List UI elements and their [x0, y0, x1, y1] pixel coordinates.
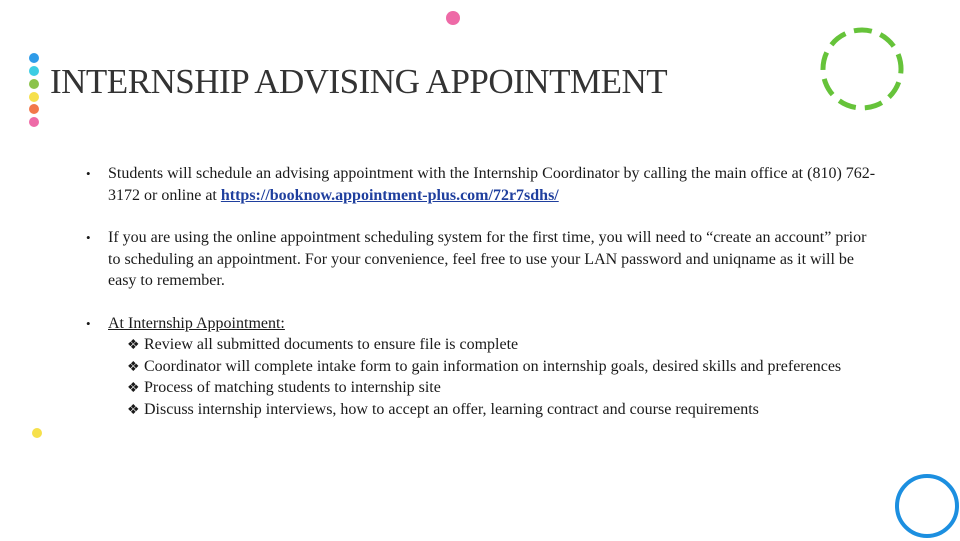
schedule-text: Students will schedule an advising appointment with the Internship Coordinator by calling the main office at (810) 762-3172 or online at: [108, 165, 876, 204]
slide-content: [86, 163, 876, 420]
list-item: [108, 399, 876, 421]
subitem-text: Discuss internship interviews, how to accept an offer, learning contract and course requirements: [144, 400, 759, 418]
bullet-dot-icon: •: [86, 230, 91, 245]
diamond-bullet-icon: ❖: [127, 338, 140, 353]
bullet-item-appointment: [86, 313, 876, 421]
decorative-dot-yellow-bottom: [32, 428, 42, 438]
decorative-dot-orange: [29, 104, 39, 114]
decorative-dot-cyan: [29, 66, 39, 76]
account-text: If you are using the online appointment scheduling system for the first time, you will need to “create an account” prior to scheduling an appointment. For your convenience, feel free to use your LAN password and uniqname as it will be easy to remember.: [108, 229, 867, 289]
list-item: [108, 356, 876, 378]
decorative-dot-blue: [29, 53, 39, 63]
list-item: [108, 377, 876, 399]
subitem-text: Review all submitted documents to ensure file is complete: [144, 336, 519, 353]
bullet-dot-icon: •: [86, 166, 91, 181]
decorative-dashed-ring-green: [817, 24, 907, 114]
bullet-dot-icon: •: [86, 315, 91, 331]
list-item: [108, 334, 876, 356]
decorative-ring-blue: [894, 471, 960, 541]
decorative-dot-pink: [29, 117, 39, 127]
subitem-text: Process of matching students to internship site: [144, 379, 441, 396]
decorative-dot-yellow: [29, 92, 39, 102]
decorative-dot-green: [29, 79, 39, 89]
booking-link[interactable]: https://booknow.appointment-plus.com/72r7sdhs/: [220, 186, 559, 204]
page-title: INTERNSHIP ADVISING APPOINTMENT: [50, 62, 668, 101]
subitem-text: Coordinator will complete intake form to gain information on internship goals, desired skills and preferences: [144, 357, 842, 375]
diamond-bullet-icon: ❖: [127, 402, 140, 418]
diamond-bullet-icon: ❖: [127, 381, 140, 396]
diamond-bullet-icon: ❖: [127, 359, 140, 375]
bullet-item-schedule: [86, 163, 876, 206]
appointment-subitems: [108, 334, 876, 420]
bullet-item-account: [86, 227, 876, 292]
decorative-dot-pink-top: [446, 11, 460, 25]
appointment-heading: At Internship Appointment:: [108, 314, 285, 332]
